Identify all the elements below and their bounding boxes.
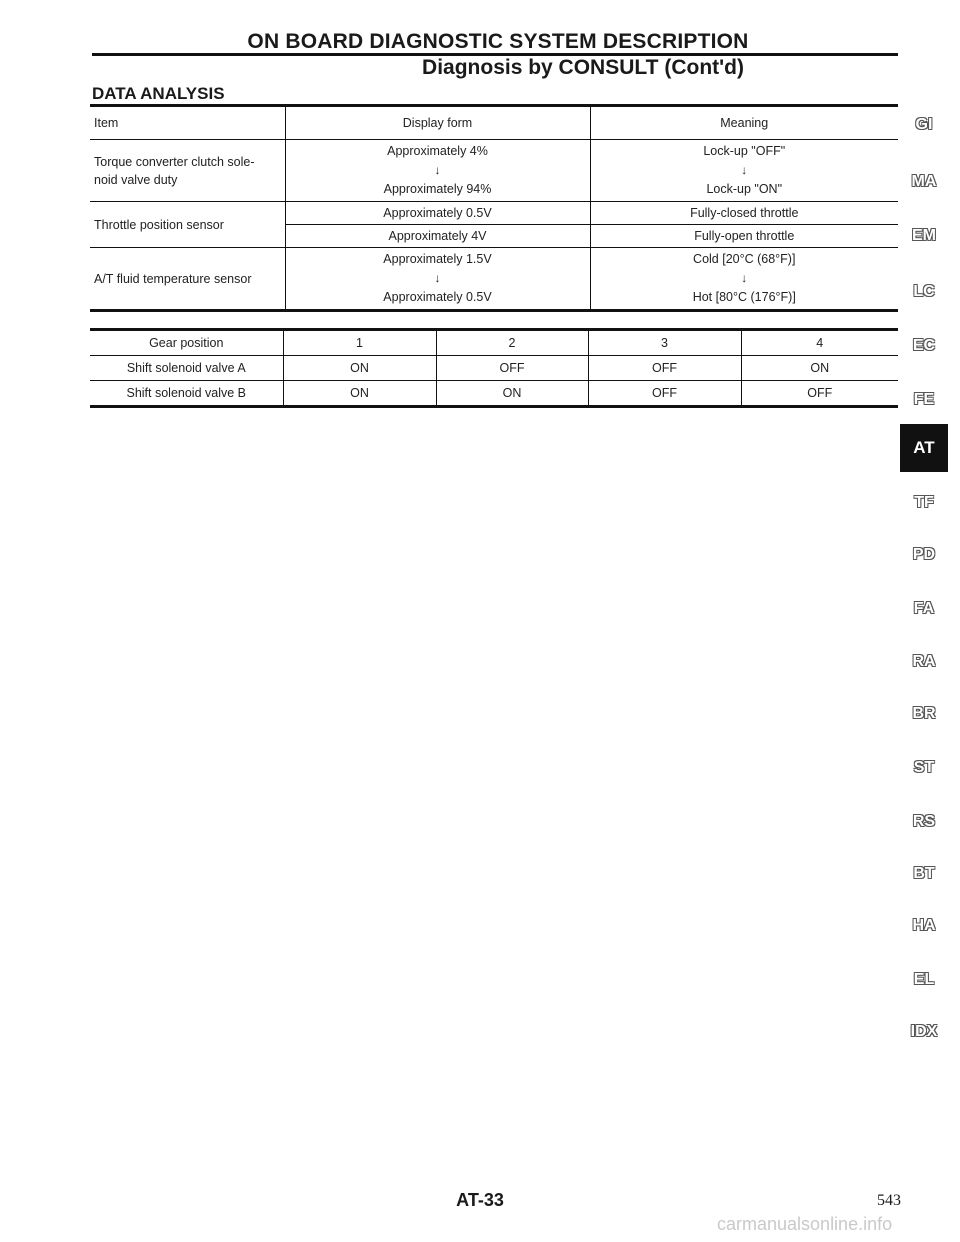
section-tab-fa[interactable]: FA [913, 600, 935, 617]
display-form-cell [285, 140, 590, 202]
section-tab-el[interactable]: EL [913, 971, 935, 988]
down-arrow-icon: ↓ [741, 271, 748, 285]
table-cell: OFF [741, 381, 898, 407]
section-tab-fe[interactable]: FE [913, 391, 935, 408]
section-tab-ra[interactable]: RA [912, 653, 936, 670]
meaning-cell [590, 140, 898, 202]
item-cell: A/T fluid temperature sensor [90, 248, 285, 311]
table-cell: 4 [741, 330, 898, 356]
table-cell: OFF [588, 381, 741, 407]
watermark: carmanualsonline.info [717, 1214, 893, 1234]
table-row [90, 248, 898, 311]
display-value: Approximately 94% [383, 182, 492, 196]
section-tab-pd[interactable]: PD [912, 546, 936, 563]
table-row [90, 381, 898, 407]
data-analysis-table [90, 104, 898, 312]
display-value: Approximately 0.5V [383, 290, 492, 304]
table-cell: ON [283, 356, 436, 381]
table-row [90, 330, 898, 356]
display-value: Approximately 4V [285, 225, 590, 248]
down-arrow-icon: ↓ [434, 271, 441, 285]
table-cell: ON [283, 381, 436, 407]
item-cell: Throttle position sensor [90, 202, 285, 248]
table-cell: ON [436, 381, 588, 407]
meaning-value: Hot [80°C (176°F)] [692, 290, 796, 304]
row-label: Gear position [90, 330, 283, 356]
table-cell: 3 [588, 330, 741, 356]
section-tab-rs[interactable]: RS [912, 813, 936, 830]
table-row [90, 356, 898, 381]
page-subtitle: Diagnosis by CONSULT (Cont'd) [422, 56, 744, 79]
display-form-cell [285, 248, 590, 311]
down-arrow-icon: ↓ [434, 163, 441, 177]
table-cell: 2 [436, 330, 588, 356]
display-value: Approximately 4% [387, 144, 488, 158]
column-header-meaning: Meaning [590, 106, 898, 140]
page-title: ON BOARD DIAGNOSTIC SYSTEM DESCRIPTION [247, 30, 749, 53]
down-arrow-icon: ↓ [741, 163, 748, 177]
column-header-display-form: Display form [285, 106, 590, 140]
meaning-value: Lock-up "OFF" [703, 144, 786, 158]
row-label: Shift solenoid valve A [90, 356, 283, 381]
section-tab-ha[interactable]: HA [912, 917, 936, 934]
section-heading: DATA ANALYSIS [92, 84, 225, 103]
meaning-value: Fully-closed throttle [590, 202, 898, 225]
table-cell: OFF [436, 356, 588, 381]
section-tab-lc[interactable]: LC [913, 283, 935, 300]
meaning-value: Cold [20°C (68°F)] [693, 252, 796, 266]
column-header-item: Item [94, 116, 119, 130]
section-tab-ec[interactable]: EC [912, 337, 936, 354]
display-value: Approximately 1.5V [383, 252, 492, 266]
section-tab-gi[interactable]: GI [915, 116, 933, 133]
item-label-line: noid valve duty [94, 172, 178, 187]
section-tab-br[interactable]: BR [912, 705, 936, 722]
shift-solenoid-table [90, 328, 898, 408]
item-label-line: Torque converter clutch sole- [94, 154, 255, 169]
section-tab-bt[interactable]: BT [913, 865, 935, 882]
page-label: AT-33 [456, 1190, 504, 1210]
table-cell: ON [741, 356, 898, 381]
row-label: Shift solenoid valve B [90, 381, 283, 407]
section-tab-at[interactable]: AT [900, 424, 948, 472]
section-tab-st[interactable]: ST [913, 759, 935, 776]
section-tab-tf[interactable]: TF [914, 494, 934, 511]
meaning-cell [590, 248, 898, 311]
section-tab-ma[interactable]: MA [911, 173, 937, 190]
page-number: 543 [877, 1192, 901, 1209]
table-cell: 1 [283, 330, 436, 356]
table-header-row [90, 106, 898, 140]
meaning-value: Fully-open throttle [590, 225, 898, 248]
item-cell [90, 140, 285, 202]
table-row [90, 202, 898, 225]
display-value: Approximately 0.5V [285, 202, 590, 225]
section-tab-idx[interactable]: IDX [910, 1023, 938, 1040]
table-row [90, 140, 898, 202]
table-cell: OFF [588, 356, 741, 381]
section-tab-em[interactable]: EM [912, 227, 936, 244]
meaning-value: Lock-up "ON" [706, 182, 783, 196]
